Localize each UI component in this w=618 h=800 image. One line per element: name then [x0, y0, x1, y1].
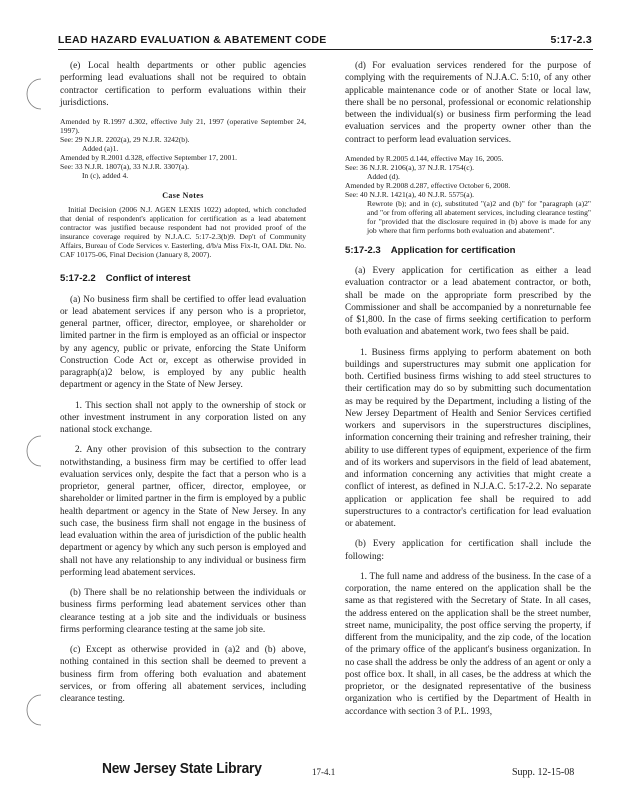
library-logo: New Jersey State Library [102, 760, 262, 777]
section-number: 5:17-2.3 [345, 244, 381, 256]
history-line: Amended by R.1997 d.302, effective July 21, 1997 (operative September 24, 1997). [60, 117, 306, 135]
punch-hole-mark [24, 76, 46, 112]
section-number: 5:17-2.2 [60, 273, 96, 285]
paragraph-a2: 2. Any other provision of this subsection to the contrary notwithstanding, a business firm may be certified to offer lead evaluation services only, despite the fact that a person who is a proprietor, general partner, officer, director, employee, or shareholder or limited partner in the firm is employed by a public health department or agency in the State of New Jersey. In any such case, the business firm shall not engage in the business of lead evaluation within the area of jurisdiction of the public health department or agency by which any such person is employed and shall not have any relationship to any individual or business firm performing lead abatement services. [60, 445, 306, 578]
section-title: Application for certification [390, 244, 516, 256]
paragraph-e: (e) Local health departments or other public agencies performing lead evaluations shall not be required to obtain contractor certification to perform evaluations within their jurisdictions. [60, 61, 306, 108]
left-column [60, 60, 306, 713]
right-column [345, 60, 591, 726]
history-line: See: 33 N.J.R. 1807(a), 33 N.J.R. 3307(a). [60, 162, 190, 171]
supplement-date: Supp. 12-15-08 [512, 767, 575, 778]
paragraph-b: (b) Every application for certification shall include the following: [345, 539, 591, 562]
history-line: See: 36 N.J.R. 2106(a), 37 N.J.R. 1754(c). [345, 162, 475, 172]
paragraph-d: (d) For evaluation services rendered for the purpose of complying with the requirements of N.J.A.C. 5:10, of any other applicable maintenance code or of another State or local law, there shall be no personal, professional or economic relationship between the individual(s) or business firm performing the lead evaluation services and the property owner other than the contract to perform lead evaluation services. [345, 61, 591, 145]
punch-hole-mark [24, 692, 46, 728]
history-line: Amended by R.2008 d.287, effective October 6, 2008. [345, 180, 511, 190]
paragraph-a1: 1. Business firms applying to perform abatement on both buildings and superstructures may submit one application for both. Certified business firms wishing to add steel structures to their certification may do so by submitting such documentation as may be required by the Department, including a listing of the New Jersey Department of Health and Senior Services certified workers and supervisors in the superstructures disciplines, information concerning their training and refresher training, their ability to use different types of equipment, experience of the firm and of its workers and supervisors in the field of lead abatement, and information concerning any activities that might create a conflict of interest, as defined in N.J.A.C. 5:17-2.2. No separate application or application fee shall be required to add superstructures to a contractor's certification for lead evaluation or abatement. [345, 347, 591, 529]
history-line: Amended by R.2005 d.144, effective May 16, 2005. [345, 153, 504, 163]
case-notes-title: Case Notes [162, 191, 204, 200]
paragraph-b1: 1. The full name and address of the business. In the case of a corporation, the name entered on the application shall be the same as that registered with the Secretary of State. In all cases, the address entered on the application shall be the street number, street name, municipality, the post office serving the property, if different from the municipality, and the zip code, of the location of the primary office of the applicant's business organization. In no case shall the address be only the address of an agent or only a post office box. It shall, in all cases, be the address at which the proprietor, or the designated representative of the business organization who is certified by the Department of Health in accordance with section 3 of P.L. 1993, [345, 571, 591, 717]
history-line: Added (d). [367, 171, 400, 181]
paragraph-c: (c) Except as otherwise provided in (a)2 and (b) above, nothing contained in this section shall be deemed to prevent a business firm from offering both evaluation and abatement services, or from offering all abatement services, including clearance testing. [60, 645, 306, 704]
paragraph-b: (b) There shall be no relationship between the individuals or business firms performing lead abatement services other than clearance testing at a job site and the individuals or business firms performing clearance testing at the same job site. [60, 588, 306, 635]
punch-hole-mark [24, 433, 46, 469]
page-number: 17-4.1 [312, 767, 336, 777]
paragraph-a1: 1. This section shall not apply to the ownership of stock or other investment instrument in any corporation listed on any national stock exchange. [60, 400, 306, 435]
header-title: LEAD HAZARD EVALUATION & ABATEMENT CODE [58, 34, 327, 46]
section-title: Conflict of interest [105, 273, 191, 285]
paragraph-a: (a) Every application for certification as either a lead evaluation contractor or a lead abatement contractor, or both, shall be made on the appropriate form prescribed by the Commissioner and shall be accompanied by a nonreturnable fee of $1,800. In the case of firms seeking certification to perform both evaluation and abatement work, two fees shall be paid. [345, 266, 591, 338]
case-notes-body: Initial Decision (2006 N.J. AGEN LEXIS 1022) adopted, which concluded that denial of respondent's application for certification as a lead abatement contractor was justified because respondent had not provided proof of the insurance coverage required by N.J.A.C. 5:17-2.3(b)9. Dep't of Community Affairs, Bureau of Code Services v. Easterling, d/b/a Miss Fix-It, OAL Dkt. No. CAF 10175-06, Final Decision (January 8, 2007). [60, 205, 306, 260]
section-heading [60, 273, 306, 285]
section-heading [345, 245, 591, 257]
history-line: Added (a)1. [82, 144, 119, 153]
running-header [58, 34, 592, 46]
history-line: Rewrote (b); and in (c), substituted "(a)2 and (b)" for "paragraph (a)2" and "or from offering all abatement services, including clearance testing" for "provided that the disclosure required in (b) above is made for any job where that firm performs both evaluation and abatement". [367, 198, 591, 235]
history-line: Amended by R.2001 d.328, effective September 17, 2001. [60, 153, 238, 162]
paragraph-a: (a) No business firm shall be certified to offer lead evaluation or lead abatement services if any person who is a proprietor, general partner, officer, director, employee, or shareholder or limited partner in the firm is employed as an official or inspector by any agency, public or private, enforcing the State Uniform Construction Code Act or, except as otherwise provided in paragraph(a)2 below, is employed by any public health department or agency in the State of New Jersey. [60, 294, 306, 391]
history-line: See: 40 N.J.R. 1421(a), 40 N.J.R. 5575(a). [345, 189, 475, 199]
history-note [345, 154, 591, 235]
header-rule [58, 49, 593, 50]
history-line: See: 29 N.J.R. 2202(a), 29 N.J.R. 3242(b). [60, 135, 190, 144]
history-note [60, 117, 306, 180]
header-section-ref: 5:17-2.3 [550, 34, 592, 46]
history-line: In (c), added 4. [82, 171, 129, 180]
